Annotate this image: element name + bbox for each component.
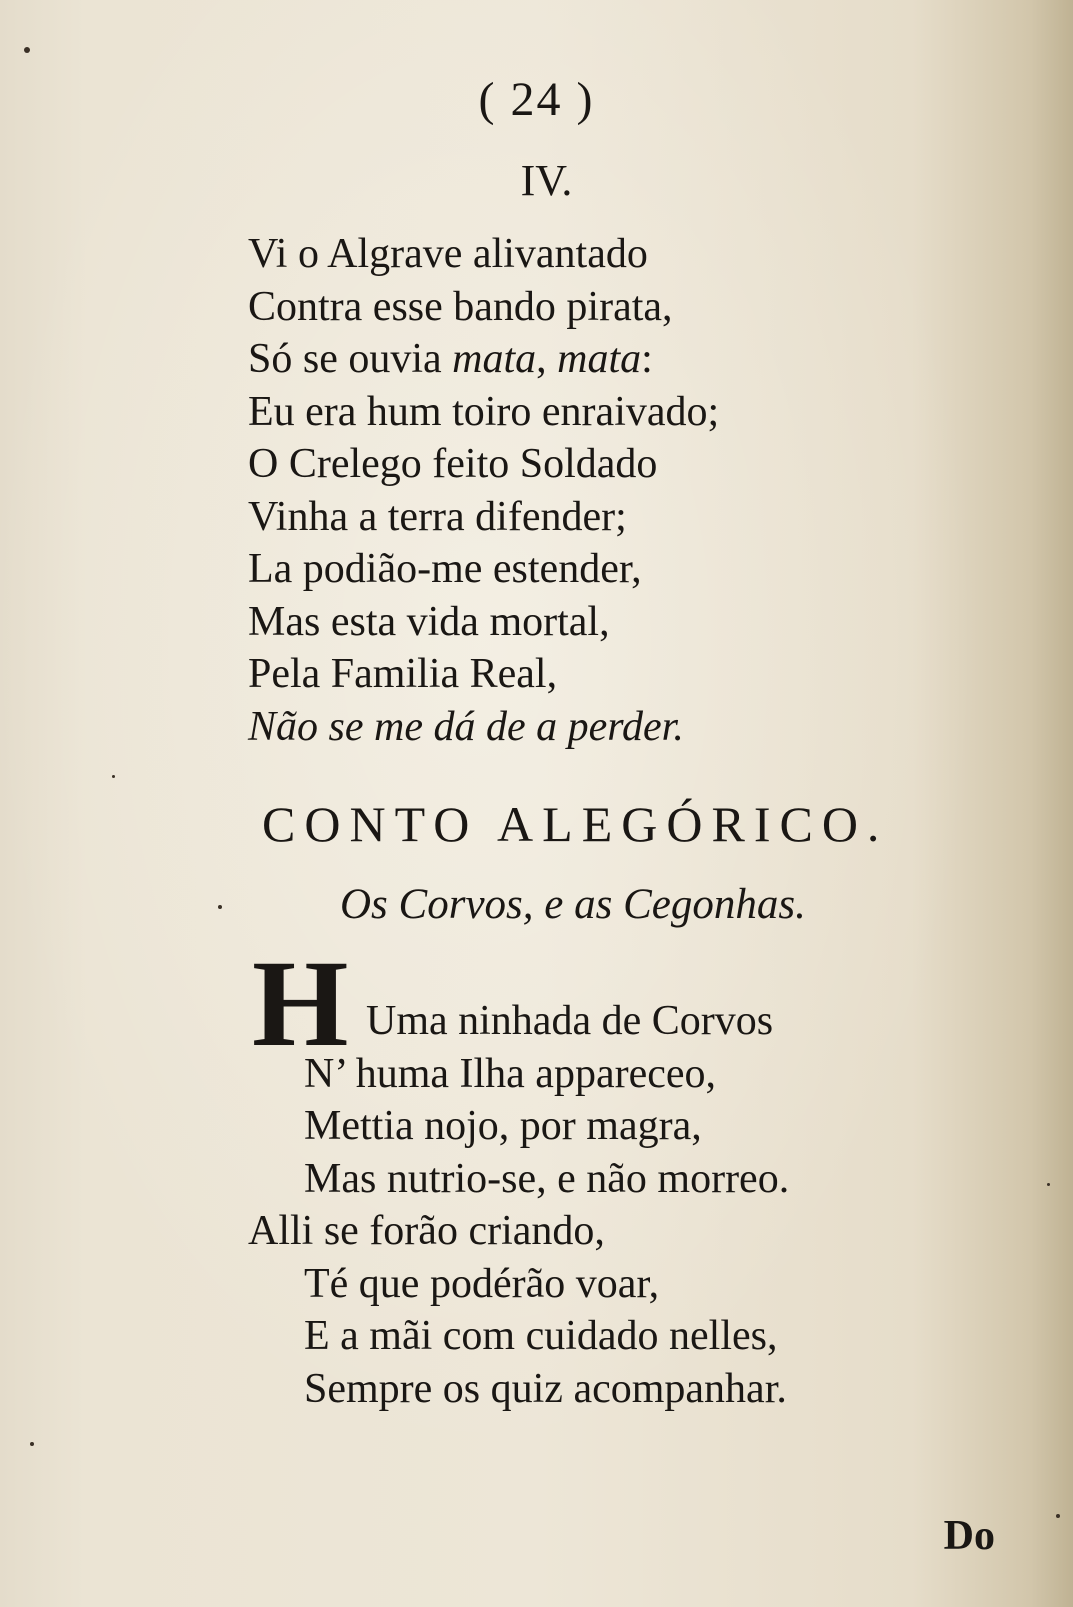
stanza-line: O Crelego feito Soldado <box>248 441 658 487</box>
ink-speck <box>24 47 30 53</box>
section-heading: CONTO ALEGÓRICO. <box>262 796 889 852</box>
ink-speck <box>30 1442 34 1446</box>
stanza-line-text: : <box>641 336 653 382</box>
stanza-line: Contra esse bando pirata, <box>248 283 673 330</box>
ink-speck <box>1047 1183 1050 1186</box>
poem-line: Té que podérão voar, <box>304 1260 660 1307</box>
poem-line: N’ huma Ilha appareceo, <box>304 1050 717 1097</box>
page-number: ( 24 ) <box>478 73 595 126</box>
drop-cap: H <box>252 935 349 1072</box>
stanza-line-italic-word: mata <box>452 336 537 382</box>
ink-speck <box>112 775 115 778</box>
stanza-line: Mas esta vida mortal, <box>248 598 610 645</box>
stanza-line: Vinha a terra difender; <box>248 493 627 540</box>
poem-line: E a mãi com cuidado nelles, <box>304 1313 778 1359</box>
poem-line: Alli se forão criando, <box>248 1208 605 1254</box>
poem-line: Mas nutrio-se, e não morreo. <box>304 1155 790 1202</box>
stanza-line: Eu era hum toiro enraivado; <box>248 388 720 435</box>
stanza-line <box>248 333 719 386</box>
catchword: Do <box>943 1513 995 1559</box>
poem <box>248 995 789 1415</box>
section-numeral: IV. <box>520 156 573 205</box>
poem-line: Sempre os quiz acompanhar. <box>304 1365 787 1412</box>
stanza-line-italic-word: mata <box>557 336 642 382</box>
stanza-line: Vi o Algrave alivantado <box>248 231 648 277</box>
stanza-line: La podião-me estender, <box>248 546 642 592</box>
section-subtitle: Os Corvos, e as Cegonhas. <box>340 881 806 928</box>
stanza-iv <box>248 228 719 753</box>
ink-speck <box>218 905 222 909</box>
stanza-line: Não se me dá de a perder. <box>248 703 684 750</box>
poem-line: Uma ninhada de Corvos <box>366 998 774 1044</box>
stanza-line-text: , <box>536 336 558 382</box>
poem-line: Mettia nojo, por magra, <box>304 1103 702 1149</box>
stanza-line: Pela Familia Real, <box>248 651 558 697</box>
ink-speck <box>1056 1514 1060 1518</box>
stanza-line-text: Só se ouvia <box>248 336 453 382</box>
